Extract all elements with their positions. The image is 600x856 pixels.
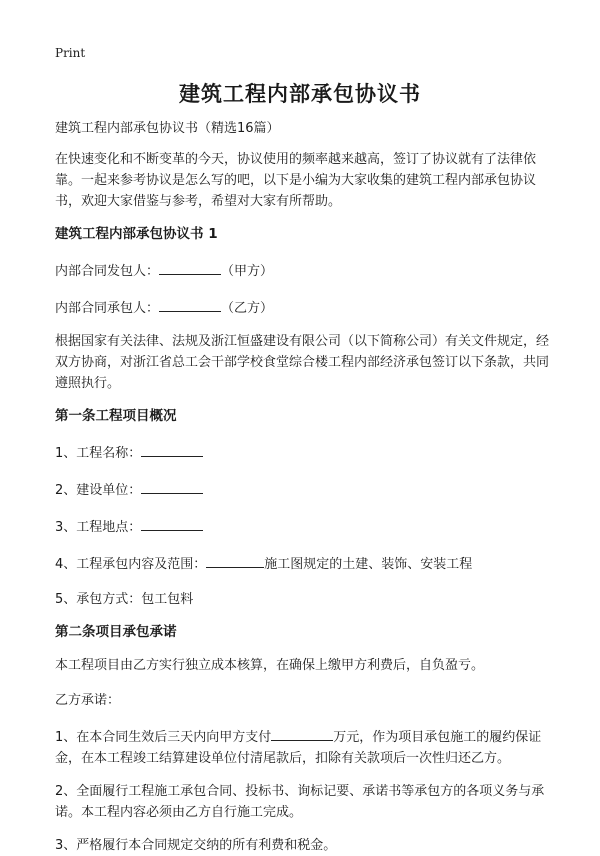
article1-item-2: [55, 478, 550, 501]
item-blank: [141, 441, 203, 457]
party-a-role: （甲方）: [221, 264, 274, 279]
article2-paragraph-1: 本工程项目由乙方实行独立成本核算，在确保上缴甲方利费后，自负盈亏。: [55, 658, 485, 673]
intro-paragraph: 在快速变化和不断变革的今天，协议使用的频率越来越高，签订了协议就有了法律依靠。一起来参考协议是怎么写的吧，以下是小编为大家收集的建筑工程内部承包协议书，欢迎大家借鉴与参考，希望对大家有所帮助。: [55, 152, 537, 209]
item-blank: [141, 515, 203, 531]
item-label: 2、建设单位：: [55, 483, 142, 498]
article1-item-1: [55, 441, 550, 464]
article1-item-3: [55, 515, 550, 538]
article2-commitment-3: 3、严格履行本合同规定交纳的所有利费和税金。: [55, 838, 337, 853]
party-b-blank: [159, 296, 221, 312]
article2-commitment-2: 2、全面履行工程施工承包合同、投标书、询标记要、承诺书等承包方的各项义务与承诺。本工程内容必须由乙方自行施工完成。: [55, 784, 545, 820]
item-blank: [141, 478, 203, 494]
item-label: 1、工程名称：: [55, 446, 142, 461]
item-label: 3、工程地点：: [55, 520, 142, 535]
print-link[interactable]: Print: [55, 46, 86, 60]
party-a-label: 内部合同发包人：: [55, 264, 160, 279]
article1-item-4: [55, 552, 550, 575]
item-text: 施工图规定的土建、装饰、安装工程: [264, 557, 473, 572]
preamble-paragraph: 根据国家有关法律、法规及浙江恒盛建设有限公司（以下简称公司）有关文件规定，经双方协商，对浙江省总工会干部学校食堂综合楼工程内部经济承包签订以下条款，共同遵照执行。: [55, 334, 550, 391]
commitment-text-after: 万元，作为项目承包施工的履约保证金，在本工程竣工结算建设单位付清尾款后，扣除有关款项后一次性归还乙方。: [55, 730, 542, 766]
article2-paragraph-2: 乙方承诺：: [55, 693, 121, 708]
party-b-line: [55, 296, 550, 319]
commitment-blank: [271, 725, 333, 741]
article2-heading: 第二条项目承包承诺: [55, 624, 177, 640]
party-b-label: 内部合同承包人：: [55, 301, 160, 316]
article1-heading: 第一条工程项目概况: [55, 408, 177, 424]
page-title: 建筑工程内部承包协议书: [179, 82, 421, 106]
article1-item-5: 5、承包方式：包工包料: [55, 592, 194, 607]
party-a-blank: [159, 259, 221, 275]
party-b-role: （乙方）: [221, 301, 274, 316]
document-body: [55, 118, 550, 856]
party-a-line: [55, 259, 550, 282]
document-subtitle: 建筑工程内部承包协议书（精选16篇）: [55, 121, 280, 136]
item-blank: [206, 552, 264, 568]
commitment-text-before: 1、在本合同生效后三天内向甲方支付: [55, 730, 272, 745]
item-label: 4、工程承包内容及范围：: [55, 557, 207, 572]
article2-commitment-1: [55, 725, 550, 769]
section-heading: 建筑工程内部承包协议书 1: [55, 226, 218, 242]
